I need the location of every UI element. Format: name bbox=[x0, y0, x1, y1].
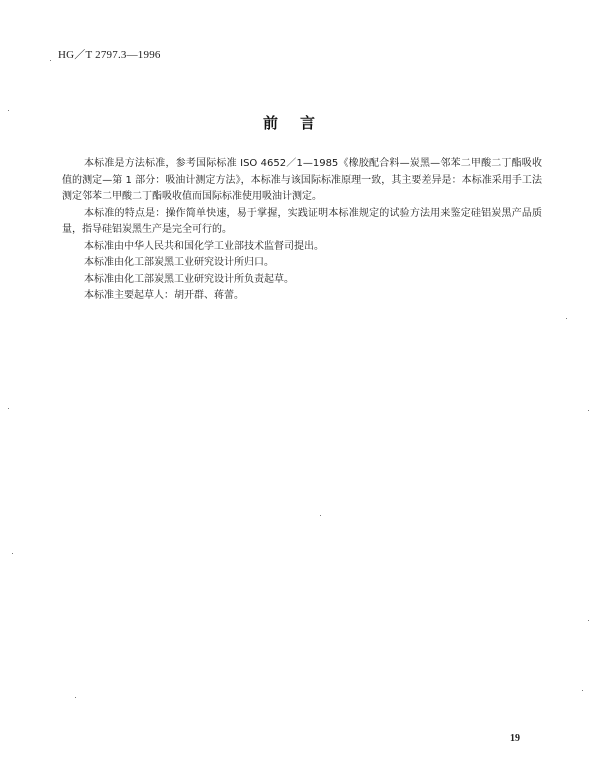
foreword-body bbox=[62, 156, 542, 305]
scan-speck bbox=[8, 408, 9, 409]
scan-speck bbox=[582, 690, 583, 691]
scan-speck bbox=[320, 515, 321, 516]
scan-speck bbox=[588, 410, 589, 411]
scan-speck bbox=[8, 110, 9, 111]
paragraph-drafters: 本标准主要起草人：胡开群、蒋蕾。 bbox=[84, 290, 244, 301]
page-title: 前言 bbox=[262, 114, 337, 132]
scan-speck bbox=[50, 60, 51, 61]
scan-speck bbox=[75, 697, 76, 698]
paragraph-scope: 本标准是方法标准，参考国际标准 ISO 4652／1—1985《橡胶配合料—炭黑—邻苯二甲酸二丁酯吸收值的测定—第 1 部分：吸油计测定方法》，本标准与该国际标准原理一致，其主要差异是：本标准采用手工法测定邻苯二甲酸二丁酯吸收值而国际标准使用吸油计测定。 bbox=[62, 158, 542, 202]
paragraph-drafted-by: 本标准由化工部炭黑工业研究设计所负责起草。 bbox=[84, 273, 294, 285]
paragraph-administered-by: 本标准由化工部炭黑工业研究设计所归口。 bbox=[84, 257, 274, 268]
page-number: 19 bbox=[510, 733, 520, 744]
paragraph-features: 本标准的特点是：操作简单快速，易于掌握，实践证明本标准规定的试验方法用来鉴定硅铝炭黑产品质量，指导硅铝炭黑生产是完全可行的。 bbox=[62, 207, 542, 235]
standard-number: HG／T 2797.3—1996 bbox=[58, 49, 161, 61]
scan-speck bbox=[588, 620, 589, 621]
paragraph-proposed-by: 本标准由中华人民共和国化学工业部技术监督司提出。 bbox=[84, 240, 324, 252]
scan-speck bbox=[566, 318, 567, 319]
scan-speck bbox=[12, 553, 13, 554]
